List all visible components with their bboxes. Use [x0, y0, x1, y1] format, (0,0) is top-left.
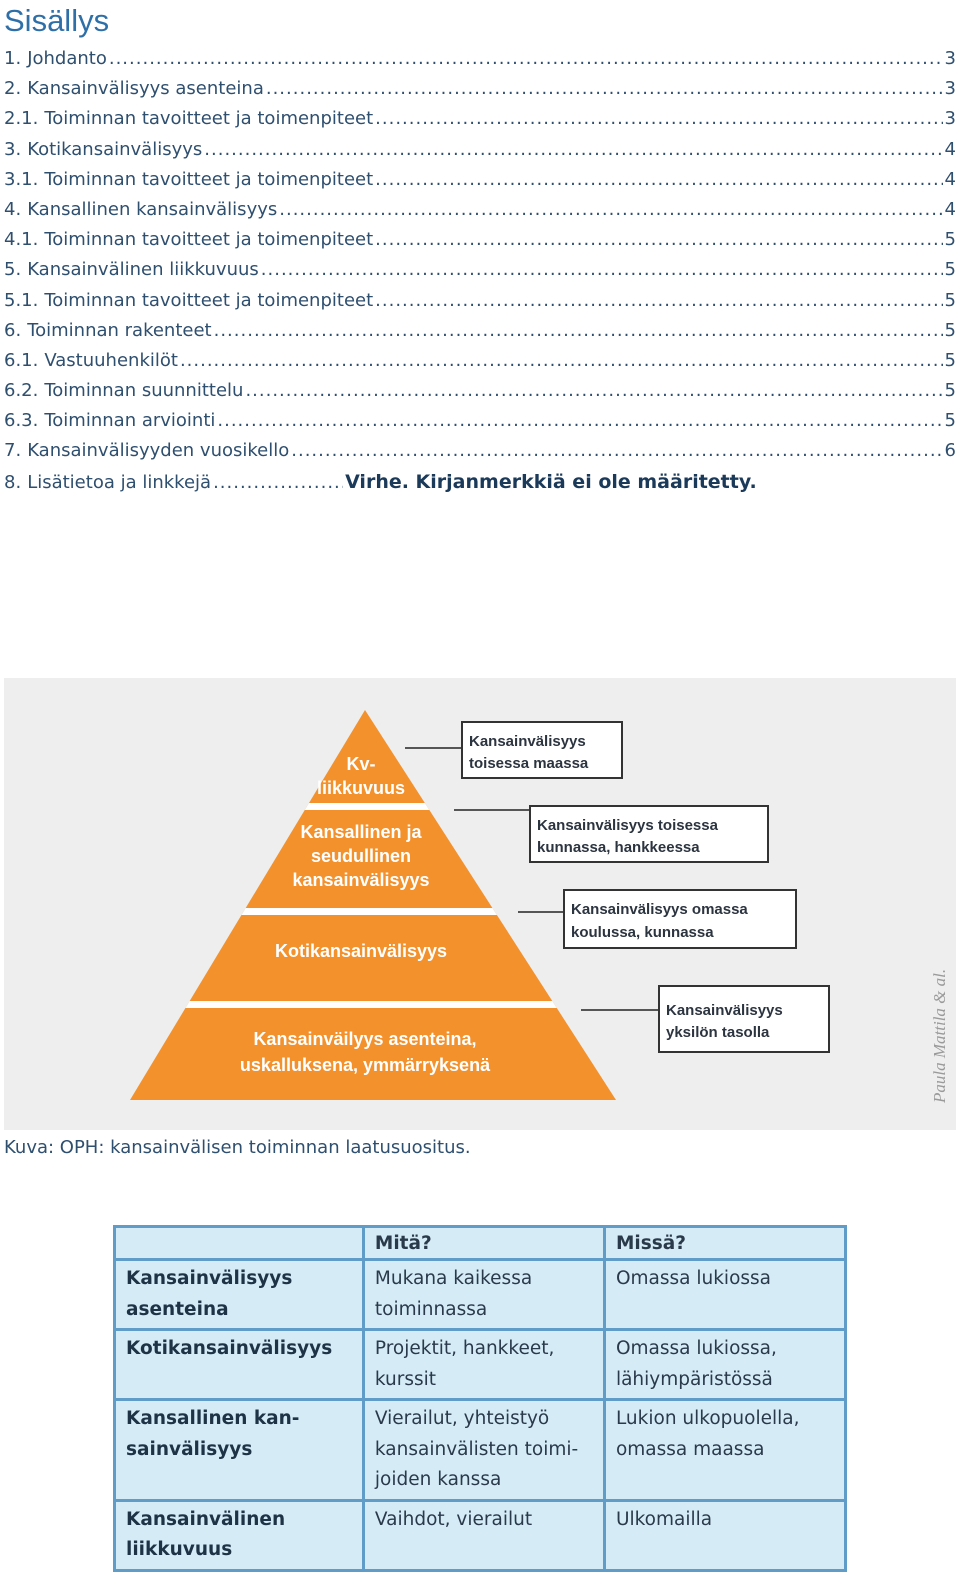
table-row: [115, 1330, 846, 1400]
toc-entry-label: Lisätietoa ja linkkejä: [27, 471, 212, 493]
bookmark-error-text: Virhe. Kirjanmerkkiä ei ole määritetty.: [345, 470, 757, 493]
callout-text: toisessa maassa: [469, 755, 589, 772]
toc-entry-number: 4.1.: [4, 229, 39, 251]
toc-entry-number: 6.2.: [4, 380, 39, 402]
callout-text: Kansainvälisyys: [666, 1002, 783, 1019]
toc-entry[interactable]: [4, 376, 956, 406]
toc-dot-leader: [204, 135, 942, 165]
table-header-cell: [115, 1227, 364, 1260]
toc-entry-page: 4: [944, 198, 956, 220]
toc-entry[interactable]: [4, 195, 956, 225]
toc-dot-leader: [180, 346, 943, 376]
callout-box: [659, 986, 829, 1052]
toc-entry[interactable]: [4, 467, 956, 497]
toc-entry-page: 3: [944, 78, 956, 100]
toc-entry-number: 3.1.: [4, 168, 39, 190]
toc-dot-leader: [109, 44, 943, 74]
pyramid-diagram: [4, 678, 956, 1130]
toc-dot-leader: [217, 406, 942, 436]
toc-entry[interactable]: [4, 165, 956, 195]
table-cell-where: Lukion ulkopuolella, omassa maassa: [604, 1400, 845, 1501]
toc-entry-label: Vastuuhenkilöt: [44, 349, 178, 371]
figure-credit: Paula Mattila & al.: [930, 968, 949, 1103]
toc-entry-number: 3.: [4, 138, 22, 160]
table-header-cell: Mitä?: [363, 1227, 604, 1260]
pyramid-level-label: seudullinen: [310, 846, 412, 866]
table-row: [115, 1400, 846, 1501]
toc-dot-leader: [266, 74, 943, 104]
toc-entry[interactable]: [4, 225, 956, 255]
toc-entry[interactable]: [4, 255, 956, 285]
toc-entry-page: 5: [944, 349, 956, 371]
toc-entry[interactable]: [4, 286, 956, 316]
table-header-cell: Missä?: [604, 1227, 845, 1260]
toc-dot-leader: [214, 316, 943, 346]
table-cell-where: Omassa lukiossa, lähiympäristössä: [604, 1330, 845, 1400]
toc-entry-page: 5: [944, 289, 956, 311]
internationality-table: [113, 1225, 847, 1572]
toc-entry-label: Kansallinen kansainvälisyys: [27, 198, 278, 220]
pyramid-level-label: Kansallinen ja: [300, 822, 422, 842]
table-cell-level: Kansainvälinen liikkuvuus: [115, 1500, 364, 1570]
toc-entry[interactable]: [4, 104, 956, 134]
toc-dot-leader: [375, 165, 942, 195]
pyramid-level-label: Kv-: [346, 754, 376, 774]
table-cell-what: Projektit, hankkeet, kurssit: [363, 1330, 604, 1400]
toc-entry-number: 5.1.: [4, 289, 39, 311]
toc-entry-page: 3: [944, 108, 956, 130]
toc-entry-number: 5.: [4, 259, 22, 281]
toc-entry[interactable]: [4, 44, 956, 74]
table-cell-level: Kansainvälisyys asenteina: [115, 1260, 364, 1330]
toc-entry-label: Toiminnan tavoitteet ja toimenpiteet: [44, 108, 374, 130]
toc-dot-leader: [245, 376, 942, 406]
toc-entry-page: 5: [944, 259, 956, 281]
toc-title: Sisällys: [4, 3, 110, 38]
toc-entry-number: 4.: [4, 198, 22, 220]
toc-entry-page: 4: [944, 168, 956, 190]
toc-entry-page: 5: [944, 410, 956, 432]
toc-entry-page: 6: [944, 440, 956, 462]
toc-entry-label: Toiminnan suunnittelu: [44, 380, 244, 402]
table-cell-where: Ulkomailla: [604, 1500, 845, 1570]
table-row: [115, 1260, 846, 1330]
toc-entry[interactable]: [4, 135, 956, 165]
table-cell-what: Vaihdot, vierailut: [363, 1500, 604, 1570]
toc-entry[interactable]: [4, 406, 956, 436]
toc-entry-number: 2.: [4, 78, 22, 100]
toc-dot-leader: [279, 195, 942, 225]
table-cell-what: Vierailut, yhteistyö kansainvälisten toimi-joiden kanssa: [363, 1400, 604, 1501]
callout-text: yksilön tasolla: [666, 1024, 770, 1041]
pyramid-level-label: liikkuvuus: [316, 778, 406, 798]
callout-text: koulussa, kunnassa: [571, 924, 714, 941]
table-cell-level: Kansallinen kan-sainvälisyys: [115, 1400, 364, 1501]
toc-entry-number: 6.: [4, 319, 22, 341]
toc-entry-number: 2.1.: [4, 108, 39, 130]
toc-entry-label: Toiminnan arviointi: [44, 410, 216, 432]
callout-text: Kansainvälisyys toisessa: [537, 817, 718, 834]
toc-entry-number: 1.: [4, 48, 22, 69]
callout-text: kunnassa, hankkeessa: [537, 839, 700, 856]
toc-entry-page: 5: [944, 380, 956, 402]
toc-entry-number: 6.3.: [4, 410, 39, 432]
pyramid-level-label: kansainvälisyys: [292, 870, 430, 890]
table-cell-level: Kotikansainvälisyys: [115, 1330, 364, 1400]
toc-entry-label: Kansainvälisyyden vuosikello: [27, 440, 290, 462]
table-header-row: [115, 1227, 846, 1260]
toc-entry-label: Kansainvälisyys asenteina: [27, 78, 264, 100]
toc-dot-leader: [375, 286, 942, 316]
table-row: [115, 1500, 846, 1570]
table-of-contents: [4, 44, 956, 497]
toc-entry-number: 8.: [4, 471, 22, 493]
toc-entry-page: 4: [944, 138, 956, 160]
callout-text: Kansainvälisyys: [469, 733, 586, 750]
toc-entry-page: 5: [944, 229, 956, 251]
table-cell-what: Mukana kaikessa toiminnassa: [363, 1260, 604, 1330]
toc-entry[interactable]: [4, 436, 956, 466]
toc-dot-leader: [291, 436, 942, 466]
table-cell-where: Omassa lukiossa: [604, 1260, 845, 1330]
toc-entry-number: 6.1.: [4, 349, 39, 371]
toc-dot-leader: [375, 225, 942, 255]
figure-caption: Kuva: OPH: kansainvälisen toiminnan laatusuositus.: [4, 1137, 471, 1158]
toc-entry-label: Toiminnan tavoitteet ja toimenpiteet: [44, 289, 374, 311]
pyramid-level-label: uskalluksena, ymmärryksenä: [239, 1055, 491, 1075]
toc-entry-label: Johdanto: [27, 48, 107, 69]
toc-entry-page: 5: [944, 319, 956, 341]
toc-entry-page: 3: [944, 48, 956, 69]
toc-dot-leader: [213, 468, 343, 498]
toc-entry[interactable]: [4, 74, 956, 104]
toc-entry-label: Kotikansainvälisyys: [27, 138, 203, 160]
toc-entry-label: Kansainvälinen liikkuvuus: [27, 259, 259, 281]
callout-text: Kansainvälisyys omassa: [571, 901, 748, 918]
pyramid-figure: [4, 678, 956, 1130]
toc-entry[interactable]: [4, 316, 956, 346]
toc-dot-leader: [261, 255, 943, 285]
toc-entry-number: 7.: [4, 440, 22, 462]
toc-dot-leader: [375, 104, 942, 134]
pyramid-level-label: Kansainväilyys asenteina,: [253, 1029, 477, 1049]
pyramid-level-label: Kotikansainvälisyys: [274, 941, 448, 961]
toc-entry-label: Toiminnan tavoitteet ja toimenpiteet: [44, 229, 374, 251]
toc-entry-label: Toiminnan rakenteet: [27, 319, 212, 341]
toc-entry[interactable]: [4, 346, 956, 376]
toc-entry-label: Toiminnan tavoitteet ja toimenpiteet: [44, 168, 374, 190]
